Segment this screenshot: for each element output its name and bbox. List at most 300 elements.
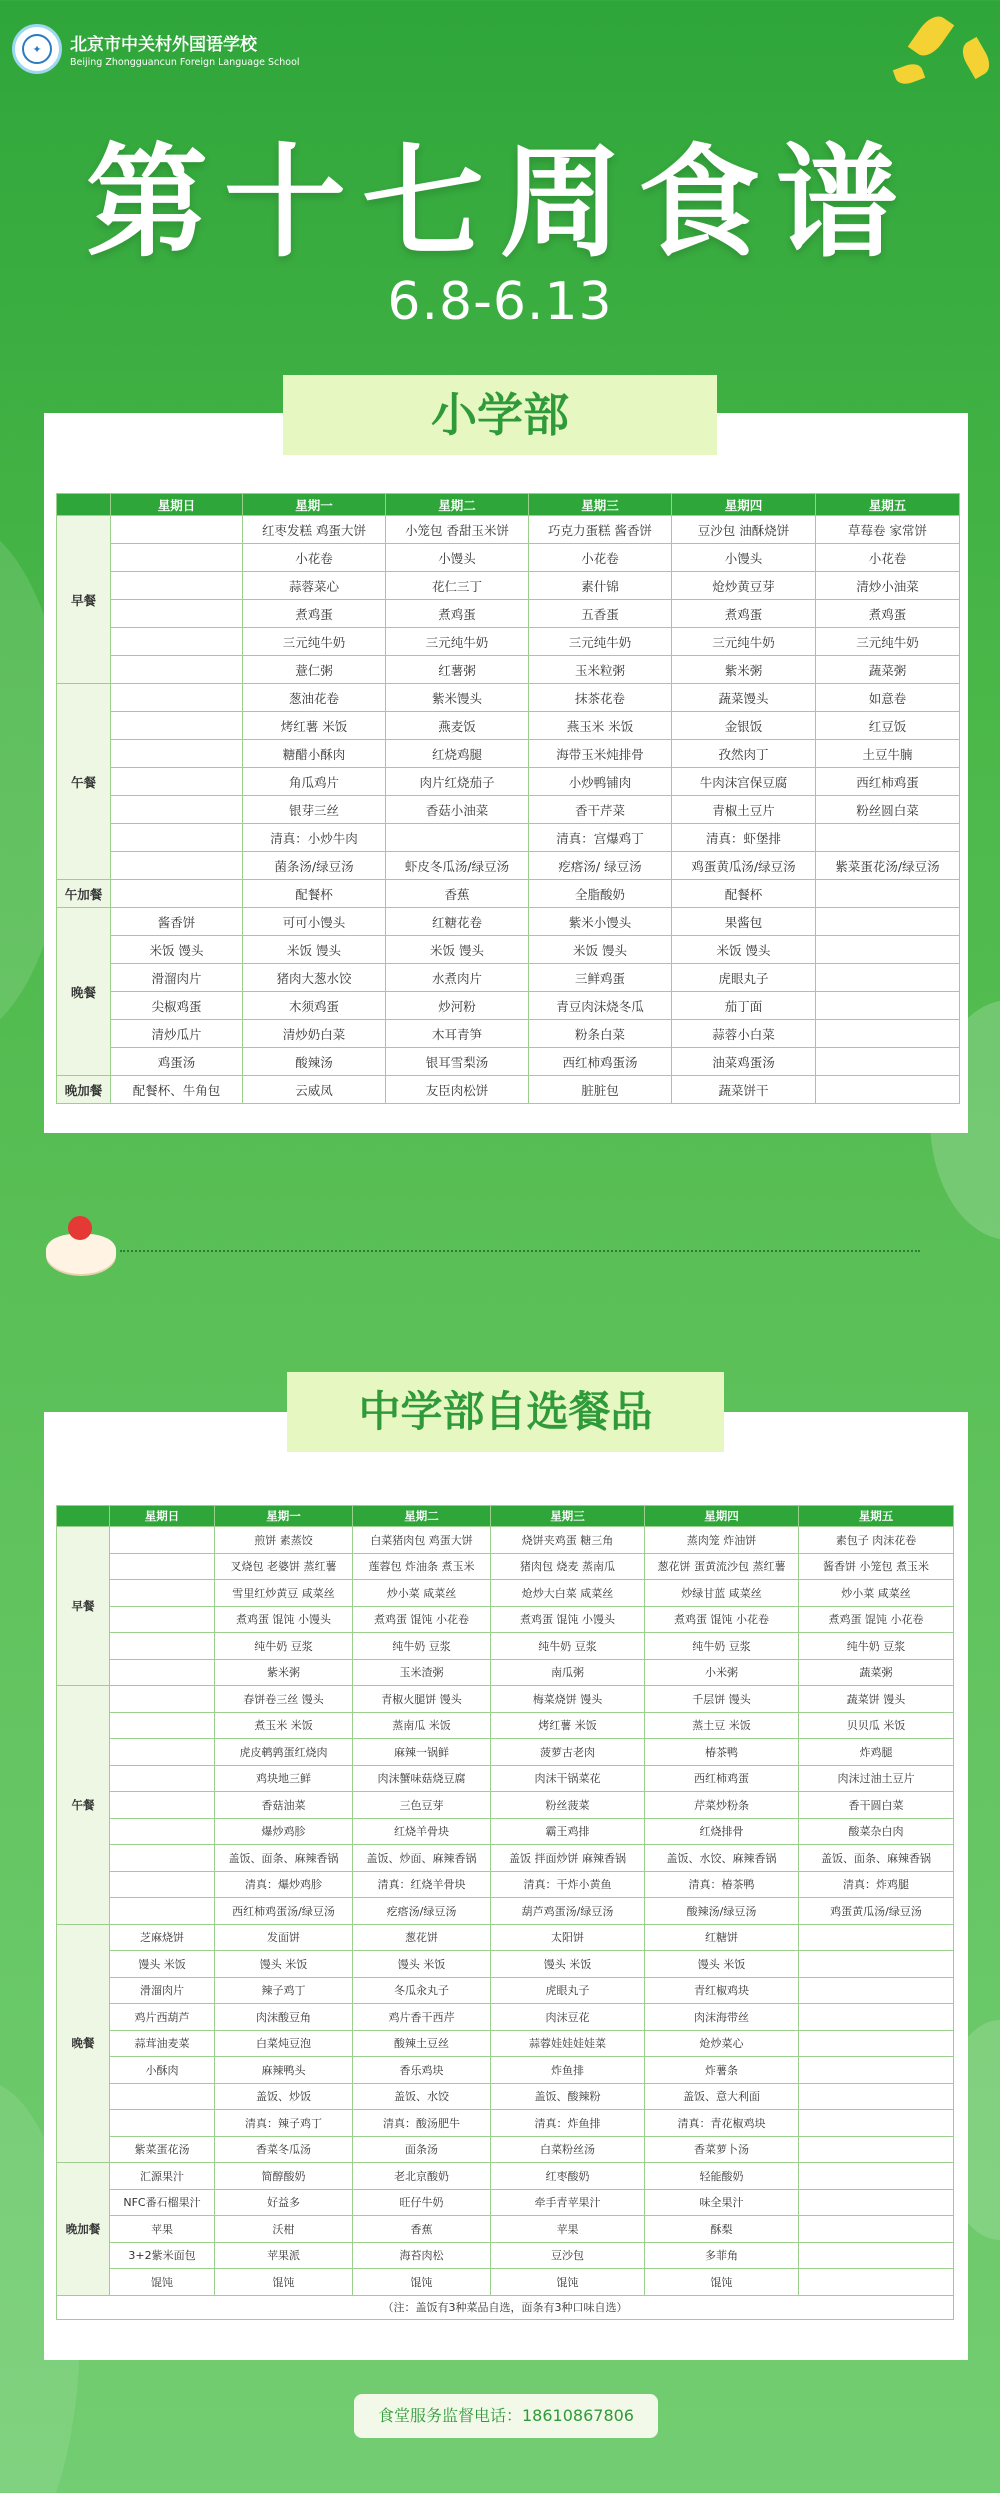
column-header: 星期四 xyxy=(672,494,816,516)
menu-cell: 白菜猪肉包 鸡蛋大饼 xyxy=(353,1527,491,1554)
menu-cell: 盖饭、水饺 xyxy=(353,2083,491,2110)
menu-cell xyxy=(111,740,243,768)
menu-cell: 蔬菜粥 xyxy=(816,656,960,684)
menu-cell xyxy=(110,1527,215,1554)
menu-cell: 燕玉米 米饭 xyxy=(529,712,672,740)
menu-cell: 菌条汤/绿豆汤 xyxy=(243,852,386,880)
menu-cell: 粉条白菜 xyxy=(529,1020,672,1048)
menu-cell xyxy=(110,1871,215,1898)
menu-cell: 肉沫海带丝 xyxy=(645,2004,799,2031)
table-row xyxy=(57,2189,954,2216)
menu-cell: 西红柿鸡蛋 xyxy=(645,1765,799,1792)
menu-cell: 云威凤 xyxy=(243,1076,386,1104)
menu-cell: 清真：小炒牛肉 xyxy=(243,824,386,852)
menu-cell xyxy=(110,1606,215,1633)
menu-cell xyxy=(110,1818,215,1845)
menu-cell: 馄饨 xyxy=(491,2269,645,2296)
menu-cell: 鸡块地三鲜 xyxy=(215,1765,353,1792)
menu-cell: 蔬菜馒头 xyxy=(672,684,816,712)
menu-cell: 木须鸡蛋 xyxy=(243,992,386,1020)
menu-cell: 水煮肉片 xyxy=(386,964,529,992)
menu-cell: 香菜萝卜汤 xyxy=(645,2136,799,2163)
menu-cell: 鸡片香干西芹 xyxy=(353,2004,491,2031)
menu-cell: 红烧鸡腿 xyxy=(386,740,529,768)
menu-cell: 茄丁面 xyxy=(672,992,816,1020)
menu-cell: 苹果派 xyxy=(215,2242,353,2269)
menu-cell: 煮鸡蛋 xyxy=(386,600,529,628)
table-row xyxy=(57,712,960,740)
menu-cell xyxy=(111,572,243,600)
menu-cell: 鸡片西葫芦 xyxy=(110,2004,215,2031)
menu-cell: 虾皮冬瓜汤/绿豆汤 xyxy=(386,852,529,880)
menu-cell: 猪肉大葱水饺 xyxy=(243,964,386,992)
menu-cell: 香蕉 xyxy=(353,2216,491,2243)
menu-cell xyxy=(799,2242,954,2269)
table-row xyxy=(57,908,960,936)
menu-cell: 叉烧包 老婆饼 蒸红薯 xyxy=(215,1553,353,1580)
menu-cell: 煮鸡蛋 馄饨 小馒头 xyxy=(491,1606,645,1633)
menu-cell: 小酥肉 xyxy=(110,2057,215,2084)
menu-cell: 滑溜肉片 xyxy=(111,964,243,992)
table-row xyxy=(57,2269,954,2296)
school-logo xyxy=(12,24,62,74)
menu-cell: 小馒头 xyxy=(672,544,816,572)
menu-cell: 虎眼丸子 xyxy=(491,1977,645,2004)
menu-cell xyxy=(799,2216,954,2243)
menu-cell: 馒头 米饭 xyxy=(110,1951,215,1978)
menu-cell: 葱油花卷 xyxy=(243,684,386,712)
menu-cell: 炒绿甘蓝 咸菜丝 xyxy=(645,1580,799,1607)
menu-cell xyxy=(816,908,960,936)
menu-cell: 菠萝古老肉 xyxy=(491,1739,645,1766)
menu-cell: 冬瓜汆丸子 xyxy=(353,1977,491,2004)
menu-cell: 炒小菜 咸菜丝 xyxy=(353,1580,491,1607)
menu-cell xyxy=(799,2030,954,2057)
table-row xyxy=(57,1712,954,1739)
menu-cell: 煮鸡蛋 馄饨 小花卷 xyxy=(799,1606,954,1633)
menu-cell xyxy=(816,1076,960,1104)
menu-cell xyxy=(816,992,960,1020)
menu-cell: 虎皮鹌鹑蛋红烧肉 xyxy=(215,1739,353,1766)
meal-label: 晚餐 xyxy=(57,1924,110,2163)
menu-cell: 煮鸡蛋 馄饨 小花卷 xyxy=(353,1606,491,1633)
menu-cell: 清炒瓜片 xyxy=(111,1020,243,1048)
menu-cell: 紫米粥 xyxy=(215,1659,353,1686)
menu-cell: 盖饭 拌面炒饼 麻辣香锅 xyxy=(491,1845,645,1872)
menu-cell: 清真：红烧羊骨块 xyxy=(353,1871,491,1898)
column-header: 星期三 xyxy=(491,1506,645,1527)
menu-cell: 小馒头 xyxy=(386,544,529,572)
column-header: 星期一 xyxy=(215,1506,353,1527)
menu-cell xyxy=(111,516,243,544)
menu-cell xyxy=(110,1792,215,1819)
table-row xyxy=(57,1977,954,2004)
menu-cell: 煮鸡蛋 xyxy=(672,600,816,628)
menu-cell: 烤红薯 米饭 xyxy=(491,1712,645,1739)
menu-cell: 红糖饼 xyxy=(645,1924,799,1951)
column-header: 星期二 xyxy=(353,1506,491,1527)
menu-cell: 麻辣鸭头 xyxy=(215,2057,353,2084)
table-row xyxy=(57,1606,954,1633)
menu-cell: 沃柑 xyxy=(215,2216,353,2243)
menu-cell: 煮鸡蛋 xyxy=(243,600,386,628)
menu-cell: 盖饭、炒饭 xyxy=(215,2083,353,2110)
leaf-icon xyxy=(893,61,925,87)
table-row xyxy=(57,1527,954,1554)
menu-cell: 小花卷 xyxy=(816,544,960,572)
menu-cell xyxy=(799,2004,954,2031)
menu-cell: 素什锦 xyxy=(529,572,672,600)
menu-cell: 紫菜蛋花汤 xyxy=(110,2136,215,2163)
table-row xyxy=(57,1818,954,1845)
menu-cell: 清真：炸鸡腿 xyxy=(799,1871,954,1898)
menu-cell: 白菜粉丝汤 xyxy=(491,2136,645,2163)
menu-cell: 炸薯条 xyxy=(645,2057,799,2084)
column-header xyxy=(57,1506,110,1527)
menu-cell: 盖饭、炒面、麻辣香锅 xyxy=(353,1845,491,1872)
menu-cell: 燕麦饭 xyxy=(386,712,529,740)
table-row xyxy=(57,544,960,572)
menu-cell: 葫芦鸡蛋汤/绿豆汤 xyxy=(491,1898,645,1925)
menu-cell xyxy=(111,768,243,796)
menu-cell: 全脂酸奶 xyxy=(529,880,672,908)
menu-cell: 巧克力蛋糕 酱香饼 xyxy=(529,516,672,544)
column-header: 星期一 xyxy=(243,494,386,516)
menu-cell: 纯牛奶 豆浆 xyxy=(491,1633,645,1660)
meal-label: 晚加餐 xyxy=(57,1076,111,1104)
menu-cell: 汇源果汁 xyxy=(110,2163,215,2190)
menu-cell: 糖醋小酥肉 xyxy=(243,740,386,768)
menu-cell: 酥梨 xyxy=(645,2216,799,2243)
menu-cell: 烤红薯 米饭 xyxy=(243,712,386,740)
meal-label: 晚加餐 xyxy=(57,2163,110,2296)
menu-cell: 三色豆芽 xyxy=(353,1792,491,1819)
menu-cell xyxy=(110,1659,215,1686)
middle-menu-table xyxy=(56,1505,954,2320)
table-row xyxy=(57,2110,954,2137)
menu-cell: 贝贝瓜 米饭 xyxy=(799,1712,954,1739)
menu-cell: 油菜鸡蛋汤 xyxy=(672,1048,816,1076)
menu-cell: 小笼包 香甜玉米饼 xyxy=(386,516,529,544)
menu-cell xyxy=(111,656,243,684)
menu-cell: 紫米馒头 xyxy=(386,684,529,712)
menu-cell: 馒头 米饭 xyxy=(353,1951,491,1978)
table-row xyxy=(57,1739,954,1766)
menu-cell: 蒜蓉娃娃娃娃菜 xyxy=(491,2030,645,2057)
table-row xyxy=(57,1924,954,1951)
menu-cell: 简醇酸奶 xyxy=(215,2163,353,2190)
menu-cell xyxy=(816,1020,960,1048)
table-row xyxy=(57,740,960,768)
table-row xyxy=(57,1686,954,1713)
menu-cell: 葱花饼 xyxy=(353,1924,491,1951)
table-row xyxy=(57,516,960,544)
table-row xyxy=(57,992,960,1020)
menu-cell: 炸鱼排 xyxy=(491,2057,645,2084)
menu-cell: 小花卷 xyxy=(529,544,672,572)
column-header xyxy=(57,494,111,516)
menu-cell: 盖饭、意大利面 xyxy=(645,2083,799,2110)
menu-cell: 疙瘩汤/ 绿豆汤 xyxy=(529,852,672,880)
table-row xyxy=(57,796,960,824)
table-row xyxy=(57,1633,954,1660)
menu-cell: 鸡蛋汤 xyxy=(111,1048,243,1076)
menu-cell xyxy=(816,824,960,852)
table-row xyxy=(57,1765,954,1792)
column-header: 星期四 xyxy=(645,1506,799,1527)
menu-cell: 炝炒菜心 xyxy=(645,2030,799,2057)
menu-cell: 清真：炸鱼排 xyxy=(491,2110,645,2137)
menu-cell: 蔬菜饼 馒头 xyxy=(799,1686,954,1713)
menu-cell: 清真：虾堡排 xyxy=(672,824,816,852)
menu-cell: 炒河粉 xyxy=(386,992,529,1020)
section-divider xyxy=(120,1250,920,1252)
table-row xyxy=(57,852,960,880)
menu-cell: 香蕉 xyxy=(386,880,529,908)
table-row xyxy=(57,2030,954,2057)
meal-label: 午餐 xyxy=(57,684,111,880)
table-row xyxy=(57,824,960,852)
menu-cell: 纯牛奶 豆浆 xyxy=(353,1633,491,1660)
menu-cell xyxy=(110,1712,215,1739)
menu-cell: 味全果汁 xyxy=(645,2189,799,2216)
menu-cell: 蔬菜粥 xyxy=(799,1659,954,1686)
menu-cell: 酸辣汤 xyxy=(243,1048,386,1076)
menu-cell: 酸菜杂白肉 xyxy=(799,1818,954,1845)
table-row xyxy=(57,628,960,656)
menu-cell: 清真：爆炒鸡胗 xyxy=(215,1871,353,1898)
table-row xyxy=(57,2242,954,2269)
menu-cell: 煮鸡蛋 xyxy=(816,600,960,628)
menu-cell xyxy=(816,936,960,964)
primary-section-title: 小学部 xyxy=(283,375,717,455)
menu-cell: 西红柿鸡蛋汤 xyxy=(529,1048,672,1076)
table-row xyxy=(57,768,960,796)
menu-cell xyxy=(816,1048,960,1076)
menu-cell: 西红柿鸡蛋 xyxy=(816,768,960,796)
menu-cell: 清真：椿茶鸭 xyxy=(645,1871,799,1898)
menu-cell: 玉米粒粥 xyxy=(529,656,672,684)
menu-cell: 抹茶花卷 xyxy=(529,684,672,712)
menu-cell: 角瓜鸡片 xyxy=(243,768,386,796)
menu-cell: 蒸南瓜 米饭 xyxy=(353,1712,491,1739)
table-row xyxy=(57,572,960,600)
note-row xyxy=(57,2295,954,2319)
menu-cell: 蒜蓉菜心 xyxy=(243,572,386,600)
menu-cell: 煮玉米 米饭 xyxy=(215,1712,353,1739)
menu-cell xyxy=(110,2083,215,2110)
menu-cell xyxy=(110,1898,215,1925)
menu-cell: 莲蓉包 炸油条 煮玉米 xyxy=(353,1553,491,1580)
menu-cell: 米饭 馒头 xyxy=(111,936,243,964)
menu-cell: 西红柿鸡蛋汤/绿豆汤 xyxy=(215,1898,353,1925)
menu-cell xyxy=(110,1845,215,1872)
menu-cell: 苹果 xyxy=(110,2216,215,2243)
menu-cell: 盖饭、面条、麻辣香锅 xyxy=(799,1845,954,1872)
menu-cell: 清真：干炸小黄鱼 xyxy=(491,1871,645,1898)
table-row xyxy=(57,2216,954,2243)
menu-cell: 青椒土豆片 xyxy=(672,796,816,824)
menu-cell: 炝炒黄豆芽 xyxy=(672,572,816,600)
menu-cell xyxy=(111,852,243,880)
menu-cell: 烧饼夹鸡蛋 糖三角 xyxy=(491,1527,645,1554)
menu-cell: 小花卷 xyxy=(243,544,386,572)
menu-cell: 香干圆白菜 xyxy=(799,1792,954,1819)
menu-cell: 小炒鸭铺肉 xyxy=(529,768,672,796)
table-row xyxy=(57,1898,954,1925)
menu-cell: 尖椒鸡蛋 xyxy=(111,992,243,1020)
table-row xyxy=(57,1845,954,1872)
header-row xyxy=(57,1506,954,1527)
header-row xyxy=(57,494,960,516)
menu-cell xyxy=(111,684,243,712)
menu-cell: 三元纯牛奶 xyxy=(672,628,816,656)
menu-cell xyxy=(110,1553,215,1580)
menu-cell: 苹果 xyxy=(491,2216,645,2243)
menu-cell: 紫米小馒头 xyxy=(529,908,672,936)
menu-cell xyxy=(110,2110,215,2137)
menu-cell: 蒜茸油麦菜 xyxy=(110,2030,215,2057)
menu-cell: 三元纯牛奶 xyxy=(529,628,672,656)
menu-cell: 盖饭、水饺、麻辣香锅 xyxy=(645,1845,799,1872)
menu-cell: 老北京酸奶 xyxy=(353,2163,491,2190)
service-hotline: 食堂服务监督电话：18610867806 xyxy=(354,2394,658,2438)
menu-cell: 梅菜烧饼 馒头 xyxy=(491,1686,645,1713)
menu-cell xyxy=(111,628,243,656)
column-header: 星期二 xyxy=(386,494,529,516)
menu-cell: 南瓜粥 xyxy=(491,1659,645,1686)
menu-cell: 玉米渣粥 xyxy=(353,1659,491,1686)
menu-cell: 清真：酸汤肥牛 xyxy=(353,2110,491,2137)
meal-label: 午餐 xyxy=(57,1686,110,1925)
table-row xyxy=(57,1076,960,1104)
menu-cell: 粉丝菠菜 xyxy=(491,1792,645,1819)
table-row xyxy=(57,1871,954,1898)
table-row xyxy=(57,2004,954,2031)
menu-cell: 蔬菜饼干 xyxy=(672,1076,816,1104)
menu-cell: 芝麻烧饼 xyxy=(110,1924,215,1951)
table-row xyxy=(57,1580,954,1607)
menu-cell: 盖饭、面条、麻辣香锅 xyxy=(215,1845,353,1872)
menu-cell xyxy=(799,2269,954,2296)
leaf-icon xyxy=(908,11,955,62)
meal-label: 早餐 xyxy=(57,1527,110,1686)
menu-cell: 旺仔牛奶 xyxy=(353,2189,491,2216)
menu-cell: 薏仁粥 xyxy=(243,656,386,684)
menu-cell xyxy=(799,2136,954,2163)
school-name-cn: 北京市中关村外国语学校 xyxy=(70,35,257,55)
column-header: 星期三 xyxy=(529,494,672,516)
menu-cell: 红薯粥 xyxy=(386,656,529,684)
menu-cell: 好益多 xyxy=(215,2189,353,2216)
menu-cell: 豆沙包 xyxy=(491,2242,645,2269)
menu-cell: 馄饨 xyxy=(645,2269,799,2296)
menu-cell xyxy=(111,544,243,572)
menu-cell: 肉沫干锅菜花 xyxy=(491,1765,645,1792)
menu-cell: 红糖花卷 xyxy=(386,908,529,936)
school-name-en: Beijing Zhongguancun Foreign Language School xyxy=(70,57,300,68)
menu-cell: 炒小菜 咸菜丝 xyxy=(799,1580,954,1607)
menu-cell: 海带玉米炖排骨 xyxy=(529,740,672,768)
menu-cell xyxy=(110,1633,215,1660)
table-row xyxy=(57,1553,954,1580)
menu-cell: 米饭 馒头 xyxy=(672,936,816,964)
menu-cell: 紫米粥 xyxy=(672,656,816,684)
menu-cell xyxy=(386,824,529,852)
menu-cell: 煮鸡蛋 馄饨 小馒头 xyxy=(215,1606,353,1633)
menu-cell: 轻能酸奶 xyxy=(645,2163,799,2190)
menu-cell: 素包子 肉沫花卷 xyxy=(799,1527,954,1554)
menu-cell: 香菇小油菜 xyxy=(386,796,529,824)
menu-cell: 脏脏包 xyxy=(529,1076,672,1104)
menu-cell xyxy=(111,824,243,852)
menu-cell: 多菲角 xyxy=(645,2242,799,2269)
menu-cell: 蒸肉笼 炸油饼 xyxy=(645,1527,799,1554)
table-row xyxy=(57,1020,960,1048)
menu-cell: 葱花饼 蛋黄流沙包 蒸红薯 xyxy=(645,1553,799,1580)
menu-cell: 鸡蛋黄瓜汤/绿豆汤 xyxy=(672,852,816,880)
menu-cell: 千层饼 馒头 xyxy=(645,1686,799,1713)
table-row xyxy=(57,1792,954,1819)
menu-cell: 太阳饼 xyxy=(491,1924,645,1951)
menu-cell: 如意卷 xyxy=(816,684,960,712)
menu-cell: 馒头 米饭 xyxy=(491,1951,645,1978)
menu-cell: 银耳雪梨汤 xyxy=(386,1048,529,1076)
menu-cell: 肉沫豆花 xyxy=(491,2004,645,2031)
menu-cell: 香干芹菜 xyxy=(529,796,672,824)
menu-cell: 纯牛奶 豆浆 xyxy=(799,1633,954,1660)
page-title: 第十七周食谱 xyxy=(86,132,914,274)
menu-cell: 金银饭 xyxy=(672,712,816,740)
menu-cell xyxy=(110,1686,215,1713)
menu-cell xyxy=(816,880,960,908)
menu-cell: 纯牛奶 豆浆 xyxy=(215,1633,353,1660)
menu-cell: 霸王鸡排 xyxy=(491,1818,645,1845)
menu-cell: 五香蛋 xyxy=(529,600,672,628)
leaf-icon xyxy=(957,37,994,79)
menu-cell xyxy=(799,2057,954,2084)
menu-cell: 煮鸡蛋 馄饨 小花卷 xyxy=(645,1606,799,1633)
menu-cell: 爆炒鸡胗 xyxy=(215,1818,353,1845)
menu-cell: 酸辣汤/绿豆汤 xyxy=(645,1898,799,1925)
menu-cell: 红枣发糕 鸡蛋大饼 xyxy=(243,516,386,544)
menu-cell: 滑溜肉片 xyxy=(110,1977,215,2004)
menu-cell xyxy=(799,1951,954,1978)
table-row xyxy=(57,656,960,684)
menu-cell: 草莓卷 家常饼 xyxy=(816,516,960,544)
menu-cell: 香菇油菜 xyxy=(215,1792,353,1819)
menu-cell: 香乐鸡块 xyxy=(353,2057,491,2084)
menu-cell: 辣子鸡丁 xyxy=(215,1977,353,2004)
menu-cell: 三鲜鸡蛋 xyxy=(529,964,672,992)
menu-cell: 3+2紫米面包 xyxy=(110,2242,215,2269)
menu-cell: 粉丝圆白菜 xyxy=(816,796,960,824)
menu-cell: 小米粥 xyxy=(645,1659,799,1686)
menu-cell: NFC番石榴果汁 xyxy=(110,2189,215,2216)
menu-cell: 清真：辣子鸡丁 xyxy=(215,2110,353,2137)
table-row xyxy=(57,1951,954,1978)
menu-cell: 发面饼 xyxy=(215,1924,353,1951)
table-row xyxy=(57,880,960,908)
menu-cell: 红烧排骨 xyxy=(645,1818,799,1845)
table-row xyxy=(57,600,960,628)
table-note: （注：盖饭有3种菜品自选，面条有3种口味自选） xyxy=(57,2295,954,2319)
menu-cell: 虎眼丸子 xyxy=(672,964,816,992)
menu-cell: 米饭 馒头 xyxy=(386,936,529,964)
menu-cell: 馒头 米饭 xyxy=(215,1951,353,1978)
menu-cell: 牵手青苹果汁 xyxy=(491,2189,645,2216)
menu-cell: 酸辣土豆丝 xyxy=(353,2030,491,2057)
